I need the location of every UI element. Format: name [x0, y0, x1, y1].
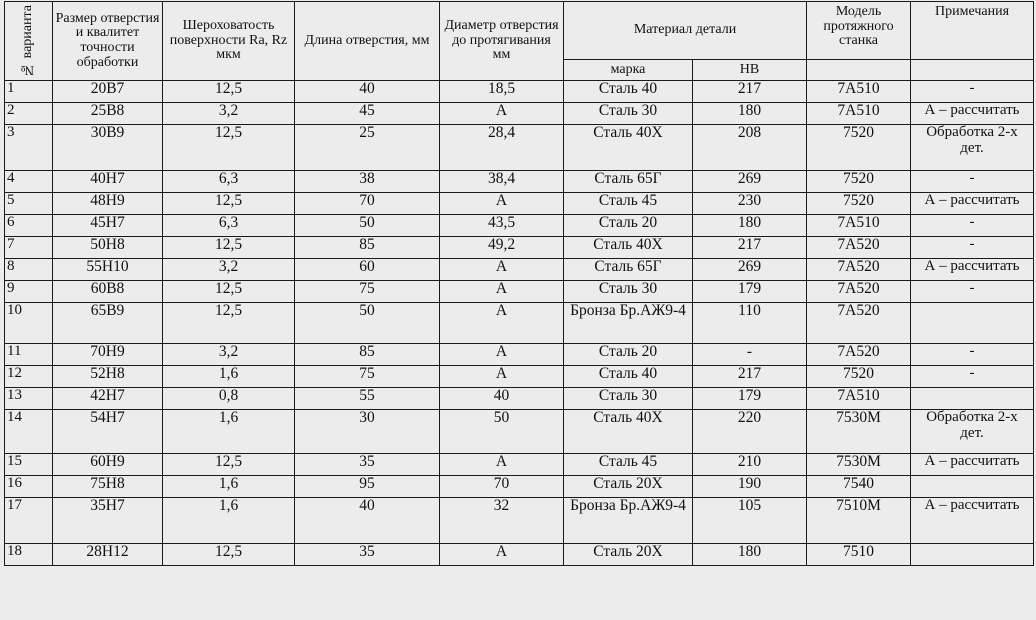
cell-machine-model: 7540 [807, 476, 911, 498]
cell-hole-length: 35 [295, 544, 440, 566]
cell-roughness: 3,2 [163, 103, 295, 125]
cell-hole-length: 70 [295, 193, 440, 215]
cell-hole-size: 28Н12 [53, 544, 163, 566]
cell-variant-number: 3 [5, 125, 53, 171]
cell-variant-number: 15 [5, 454, 53, 476]
cell-hole-size: 40Н7 [53, 171, 163, 193]
cell-pre-diameter: А [440, 193, 564, 215]
cell-material-grade: Сталь 65Г [564, 171, 693, 193]
cell-material-hb: 210 [693, 454, 807, 476]
cell-hole-size: 52Н8 [53, 366, 163, 388]
cell-hole-size: 20В7 [53, 81, 163, 103]
cell-roughness: 12,5 [163, 454, 295, 476]
cell-material-hb: 269 [693, 171, 807, 193]
cell-material-grade: Сталь 20Х [564, 476, 693, 498]
cell-machine-model: 7А520 [807, 344, 911, 366]
cell-material-hb: - [693, 344, 807, 366]
cell-notes: - [911, 281, 1034, 303]
cell-machine-model: 7А510 [807, 103, 911, 125]
cell-variant-number: 17 [5, 498, 53, 544]
cell-notes [911, 303, 1034, 344]
cell-roughness: 12,5 [163, 237, 295, 259]
table-row [5, 259, 1034, 281]
cell-roughness: 1,6 [163, 476, 295, 498]
cell-pre-diameter: 49,2 [440, 237, 564, 259]
cell-hole-length: 85 [295, 237, 440, 259]
cell-material-grade: Сталь 40Х [564, 237, 693, 259]
cell-pre-diameter: А [440, 366, 564, 388]
cell-hole-size: 70Н9 [53, 344, 163, 366]
cell-hole-size: 65В9 [53, 303, 163, 344]
cell-variant-number: 14 [5, 410, 53, 454]
table-row [5, 125, 1034, 171]
cell-pre-diameter: 32 [440, 498, 564, 544]
cell-pre-diameter: А [440, 281, 564, 303]
cell-roughness: 12,5 [163, 125, 295, 171]
cell-machine-model: 7520 [807, 366, 911, 388]
table-row [5, 544, 1034, 566]
cell-material-grade: Бронза Бр.АЖ9-4 [564, 303, 693, 344]
cell-hole-size: 35Н7 [53, 498, 163, 544]
cell-machine-model: 7530М [807, 410, 911, 454]
cell-variant-number: 11 [5, 344, 53, 366]
cell-notes: - [911, 171, 1034, 193]
table-row [5, 476, 1034, 498]
cell-hole-size: 48Н9 [53, 193, 163, 215]
table-row [5, 344, 1034, 366]
cell-notes: - [911, 81, 1034, 103]
cell-hole-size: 54Н7 [53, 410, 163, 454]
cell-notes [911, 388, 1034, 410]
table-row [5, 215, 1034, 237]
table-row [5, 281, 1034, 303]
cell-hole-size: 25В8 [53, 103, 163, 125]
cell-variant-number: 12 [5, 366, 53, 388]
table-row [5, 498, 1034, 544]
cell-hole-length: 60 [295, 259, 440, 281]
cell-machine-model: 7А510 [807, 81, 911, 103]
cell-roughness: 12,5 [163, 281, 295, 303]
table-row [5, 103, 1034, 125]
cell-machine-model: 7А510 [807, 388, 911, 410]
header-material-hb: НВ [693, 60, 807, 81]
cell-material-grade: Сталь 40Х [564, 125, 693, 171]
header-hole-size: Размер отверстия и квалитет точности обработки [53, 2, 163, 81]
cell-machine-model: 7А520 [807, 303, 911, 344]
cell-material-hb: 180 [693, 103, 807, 125]
table-row [5, 171, 1034, 193]
cell-pre-diameter: А [440, 454, 564, 476]
header-variant-number-label: № варианта [20, 5, 36, 77]
cell-pre-diameter: 40 [440, 388, 564, 410]
cell-material-hb: 269 [693, 259, 807, 281]
cell-pre-diameter: 50 [440, 410, 564, 454]
table-row [5, 193, 1034, 215]
cell-roughness: 1,6 [163, 498, 295, 544]
cell-pre-diameter: А [440, 544, 564, 566]
cell-pre-diameter: А [440, 344, 564, 366]
table-row [5, 410, 1034, 454]
cell-notes: А – рассчитать [911, 103, 1034, 125]
cell-hole-length: 40 [295, 81, 440, 103]
cell-material-grade: Бронза Бр.АЖ9-4 [564, 498, 693, 544]
cell-material-hb: 180 [693, 215, 807, 237]
table-row [5, 303, 1034, 344]
cell-hole-length: 30 [295, 410, 440, 454]
cell-notes [911, 476, 1034, 498]
cell-material-grade: Сталь 65Г [564, 259, 693, 281]
cell-material-grade: Сталь 30 [564, 281, 693, 303]
cell-hole-size: 50Н8 [53, 237, 163, 259]
cell-roughness: 12,5 [163, 303, 295, 344]
cell-material-grade: Сталь 20Х [564, 544, 693, 566]
header-variant-number [5, 2, 53, 81]
cell-notes: Обработка 2-х дет. [911, 125, 1034, 171]
cell-hole-size: 30В9 [53, 125, 163, 171]
cell-variant-number: 7 [5, 237, 53, 259]
header-material: Материал детали [564, 2, 807, 60]
cell-material-hb: 110 [693, 303, 807, 344]
cell-pre-diameter: 28,4 [440, 125, 564, 171]
cell-notes: - [911, 237, 1034, 259]
cell-roughness: 6,3 [163, 215, 295, 237]
cell-notes [911, 544, 1034, 566]
header-machine-model: Модель протяжного станка [807, 2, 911, 60]
cell-variant-number: 18 [5, 544, 53, 566]
cell-hole-length: 40 [295, 498, 440, 544]
header-notes: Примечания [911, 2, 1034, 60]
cell-material-grade: Сталь 40Х [564, 410, 693, 454]
cell-machine-model: 7520 [807, 125, 911, 171]
cell-hole-size: 45Н7 [53, 215, 163, 237]
cell-hole-length: 55 [295, 388, 440, 410]
cell-material-hb: 179 [693, 281, 807, 303]
cell-material-grade: Сталь 45 [564, 454, 693, 476]
header-notes-blank [911, 60, 1034, 81]
cell-hole-size: 75Н8 [53, 476, 163, 498]
cell-hole-size: 55Н10 [53, 259, 163, 281]
cell-hole-length: 45 [295, 103, 440, 125]
header-roughness: Шероховатость поверхности Ra, Rz мкм [163, 2, 295, 81]
cell-material-hb: 190 [693, 476, 807, 498]
cell-notes: А – рассчитать [911, 498, 1034, 544]
cell-machine-model: 7510 [807, 544, 911, 566]
cell-machine-model: 7530М [807, 454, 911, 476]
cell-hole-length: 50 [295, 303, 440, 344]
cell-hole-length: 25 [295, 125, 440, 171]
cell-notes: А – рассчитать [911, 193, 1034, 215]
cell-material-hb: 220 [693, 410, 807, 454]
cell-material-grade: Сталь 40 [564, 366, 693, 388]
cell-hole-size: 42Н7 [53, 388, 163, 410]
cell-hole-length: 95 [295, 476, 440, 498]
cell-material-grade: Сталь 45 [564, 193, 693, 215]
cell-pre-diameter: 18,5 [440, 81, 564, 103]
cell-roughness: 12,5 [163, 193, 295, 215]
cell-variant-number: 10 [5, 303, 53, 344]
cell-material-grade: Сталь 20 [564, 215, 693, 237]
cell-roughness: 12,5 [163, 544, 295, 566]
cell-material-hb: 217 [693, 81, 807, 103]
table-row [5, 366, 1034, 388]
table-row [5, 81, 1034, 103]
cell-notes: А – рассчитать [911, 259, 1034, 281]
cell-roughness: 3,2 [163, 259, 295, 281]
cell-variant-number: 4 [5, 171, 53, 193]
cell-hole-size: 60В8 [53, 281, 163, 303]
cell-roughness: 1,6 [163, 410, 295, 454]
cell-notes: А – рассчитать [911, 454, 1034, 476]
cell-hole-length: 38 [295, 171, 440, 193]
cell-variant-number: 16 [5, 476, 53, 498]
cell-roughness: 12,5 [163, 81, 295, 103]
cell-material-hb: 217 [693, 366, 807, 388]
cell-variant-number: 5 [5, 193, 53, 215]
cell-hole-length: 85 [295, 344, 440, 366]
cell-pre-diameter: А [440, 103, 564, 125]
cell-material-grade: Сталь 40 [564, 81, 693, 103]
table-row [5, 237, 1034, 259]
cell-notes: - [911, 215, 1034, 237]
cell-notes: - [911, 344, 1034, 366]
header-pre-diameter: Диаметр отверстия до протягивания мм [440, 2, 564, 81]
cell-material-hb: 208 [693, 125, 807, 171]
cell-roughness: 1,6 [163, 366, 295, 388]
cell-variant-number: 8 [5, 259, 53, 281]
cell-machine-model: 7520 [807, 171, 911, 193]
cell-machine-model: 7510М [807, 498, 911, 544]
cell-hole-length: 35 [295, 454, 440, 476]
cell-material-hb: 217 [693, 237, 807, 259]
cell-variant-number: 6 [5, 215, 53, 237]
cell-variant-number: 1 [5, 81, 53, 103]
header-model-blank [807, 60, 911, 81]
cell-variant-number: 2 [5, 103, 53, 125]
cell-variant-number: 9 [5, 281, 53, 303]
cell-material-hb: 180 [693, 544, 807, 566]
cell-material-hb: 105 [693, 498, 807, 544]
cell-pre-diameter: 43,5 [440, 215, 564, 237]
cell-roughness: 6,3 [163, 171, 295, 193]
table-row [5, 454, 1034, 476]
cell-pre-diameter: 70 [440, 476, 564, 498]
header-material-grade: марка [564, 60, 693, 81]
cell-variant-number: 13 [5, 388, 53, 410]
cell-machine-model: 7520 [807, 193, 911, 215]
cell-machine-model: 7А520 [807, 237, 911, 259]
cell-machine-model: 7А510 [807, 215, 911, 237]
cell-hole-length: 50 [295, 215, 440, 237]
cell-machine-model: 7А520 [807, 281, 911, 303]
variants-table [4, 1, 1034, 566]
cell-material-grade: Сталь 20 [564, 344, 693, 366]
cell-pre-diameter: А [440, 259, 564, 281]
cell-hole-size: 60Н9 [53, 454, 163, 476]
header-hole-length: Длина отверстия, мм [295, 2, 440, 81]
cell-notes: - [911, 366, 1034, 388]
cell-roughness: 3,2 [163, 344, 295, 366]
cell-material-grade: Сталь 30 [564, 388, 693, 410]
cell-hole-length: 75 [295, 366, 440, 388]
cell-material-grade: Сталь 30 [564, 103, 693, 125]
cell-roughness: 0,8 [163, 388, 295, 410]
table-row [5, 388, 1034, 410]
cell-hole-length: 75 [295, 281, 440, 303]
cell-pre-diameter: 38,4 [440, 171, 564, 193]
cell-material-hb: 179 [693, 388, 807, 410]
cell-machine-model: 7А520 [807, 259, 911, 281]
cell-notes: Обработка 2-х дет. [911, 410, 1034, 454]
cell-pre-diameter: А [440, 303, 564, 344]
cell-material-hb: 230 [693, 193, 807, 215]
